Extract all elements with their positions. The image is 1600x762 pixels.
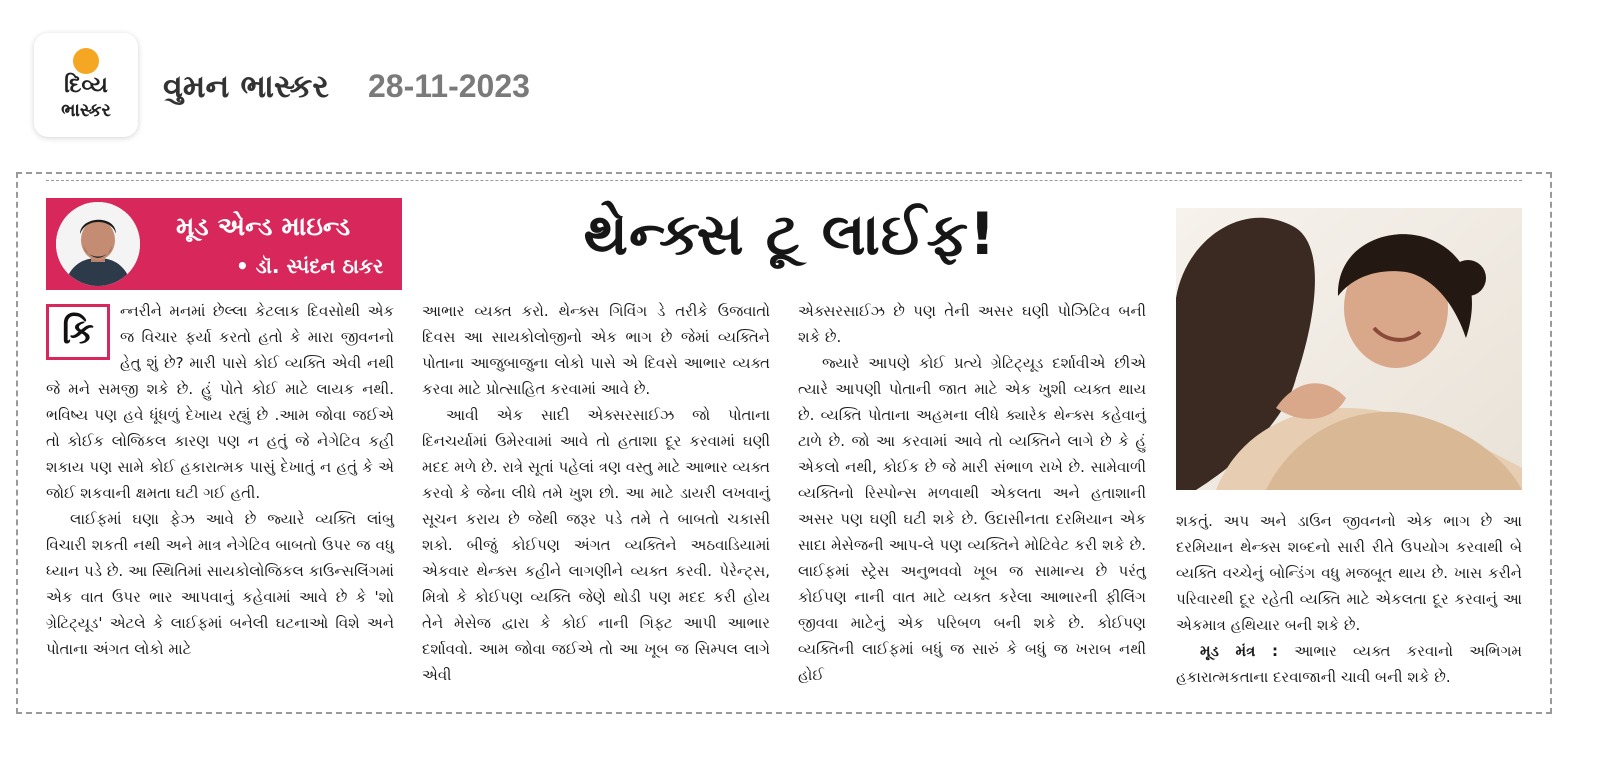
sun-icon bbox=[73, 48, 99, 74]
column-author: • ડૉ. સ્પંદન ઠાકર bbox=[236, 254, 384, 278]
dropcap: કિ bbox=[46, 304, 110, 360]
logo-text-line2: ભાસ્કર bbox=[61, 100, 111, 121]
article-column-1 bbox=[46, 298, 394, 662]
mantra-label: મૂડ મંત્ર : bbox=[1200, 642, 1279, 660]
edition-title: વુમન ભાસ્કર bbox=[163, 67, 329, 105]
paragraph: શકતું. અપ અને ડાઉન જીવનનો એક ભાગ છે આ દરમિયાન થેન્ક્સ શબ્દનો સારી રીતે ઉપયોગ કરવાથી બે વ્યક્તિ વચ્ચેનું બોન્ડિંગ વધુ મજબૂત થાય છે. ખાસ કરીને પરિવારથી દૂર રહેતી વ્યક્તિ માટે એકલતા દૂર કરવાનું આ એકમાત્ર હથિયાર બની શકે છે. bbox=[1176, 512, 1522, 634]
article-headline: થેન્ક્સ ટૂ લાઈફ! bbox=[583, 200, 997, 268]
paragraph: જ્યારે આપણે કોઈ પ્રત્યે ગ્રેટિટ્યૂડ દર્શાવીએ છીએ ત્યારે આપણી પોતાની જાત માટે એક ખુશી વ્યક્ત થાય છે. વ્યક્તિ પોતાના અહમના લીધે ક્યારેક થેન્ક્સ કહેવાનું ટાળે છે. જો આ કરવામાં આવે તો વ્યક્તિને લાગે છે કે હું એકલો નથી, કોઈક છે જે મારી સંભાળ રાખે છે. સામેવાળી વ્યક્તિનો રિસ્પોન્સ મળવાથી એકલતા અને હતાશાની અસર પણ ઘણી ઘટી શકે છે. ઉદાસીનતા દરમિયાન એક સાદા મેસેજની આપ-લે પણ વ્યક્તિને મોટિવેટ કરી શકે છે. લાઈફમાં સ્ટ્રેસ અનુભવવો ખૂબ જ સામાન્ય છે પરંતુ કોઈપણ નાની વાત માટે વ્યક્ત કરેલા આભારની ફીલિંગ જીવવા માટેનું એક પરિબળ બની શકે છે. કોઈપણ વ્યક્તિની લાઈફમાં બધું જ સારું કે બધું જ ખરાબ નથી હોઈ bbox=[798, 354, 1146, 684]
app-header bbox=[0, 0, 1600, 150]
article-photo bbox=[1176, 208, 1522, 490]
column-title: મૂડ એન્ડ માઇન્ડ bbox=[176, 212, 351, 242]
author-avatar bbox=[56, 202, 140, 286]
mood-mantra bbox=[1176, 638, 1522, 690]
article-column-4 bbox=[1176, 508, 1522, 690]
divider bbox=[46, 180, 1522, 181]
paragraph: આવી એક સાદી એક્સરસાઈઝ જો પોતાના દિનચર્યામાં ઉમેરવામાં આવે તો હતાશા દૂર કરવામાં ઘણી મદદ મળે છે. રાત્રે સૂતાં પહેલાં ત્રણ વસ્તુ માટે આભાર વ્યક્ત કરવો કે જેના લીધે તમે ખુશ છો. આ માટે ડાયરી લખવાનું સૂચન કરાય છે જેથી જરૂર પડે તમે તે બાબતો ચકાસી શકો. બીજું કોઈપણ અંગત વ્યક્તિને અઠવાડિયામાં એકવાર થેન્ક્સ કહીને લાગણીને વ્યક્ત કરવી. પેરેન્ટ્સ, મિત્રો કે કોઈપણ વ્યક્તિ જેણે થોડી પણ મદદ કરી હોય તેને મેસેજ દ્વારા કે કોઈ નાની ગિફ્ટ આપી આભાર દર્શાવવો. આમ જોવા જઈએ તો આ ખૂબ જ સિમ્પલ લાગે એવી bbox=[422, 406, 770, 684]
paragraph: ન્નરીને મનમાં છેલ્લા કેટલાક દિવસોથી એક જ વિચાર ફર્યા કરતો હતો કે મારા જીવનનો હેતુ શું છે? મારી પાસે કોઈ વ્યક્તિ એવી નથી જે મને સમજી શકે છે. હું પોતે કોઈ માટે લાયક નથી. ભવિષ્ય પણ હવે ધૂંધળું દેખાય રહ્યું છે .આમ જોવા જઈએ તો કોઈક લોજિકલ કારણ પણ ન હતું જે નેગેટિવ કહી શકાય પણ સામે કોઈ હકારાત્મક પાસું દેખાતું ન હતું કે એ જોઈ શકવાની ક્ષમતા ઘટી ગઈ હતી. bbox=[46, 302, 394, 502]
paragraph: એક્સરસાઈઝ છે પણ તેની અસર ઘણી પોઝિટિવ બની શકે છે. bbox=[798, 302, 1146, 346]
article-column-3 bbox=[798, 298, 1146, 688]
mantra-text: આભાર વ્યક્ત કરવાનો અભિગમ હકારાત્મકતાના દરવાજાની ચાવી બની શકે છે. bbox=[1176, 642, 1522, 686]
logo-text-line1: દિવ્ય bbox=[64, 73, 108, 98]
column-banner bbox=[46, 198, 402, 290]
paragraph: આભાર વ્યક્ત કરો. થેન્ક્સ ગિવિંગ ડે તરીકે ઉજવાતો દિવસ આ સાયકોલોજીનો એક ભાગ છે જેમાં વ્યક્તિને પોતાના આજુબાજુના લોકો પાસે એ દિવસે આભાર વ્યક્ત કરવા માટે પ્રોત્સાહિત કરવામાં આવે છે. bbox=[422, 302, 770, 398]
paragraph: લાઈફમાં ઘણા ફેઝ આવે છે જ્યારે વ્યક્તિ લાંબુ વિચારી શકતી નથી અને માત્ર નેગેટિવ બાબતો ઉપર જ વધુ ધ્યાન પડે છે. આ સ્થિતિમાં સાયકોલોજિકલ કાઉન્સલિંગમાં એક વાત ઉપર ભાર આપવાનું કહેવામાં આવે છે કે 'શો ગ્રેટિટ્યૂડ' એટલે કે લાઈફમાં બનેલી ઘટનાઓ વિશે અને પોતાના અંગત લોકો માટે bbox=[46, 510, 395, 658]
article-column-2 bbox=[422, 298, 770, 688]
edition-date: 28-11-2023 bbox=[368, 68, 530, 104]
divya-bhaskar-logo[interactable] bbox=[34, 33, 138, 137]
